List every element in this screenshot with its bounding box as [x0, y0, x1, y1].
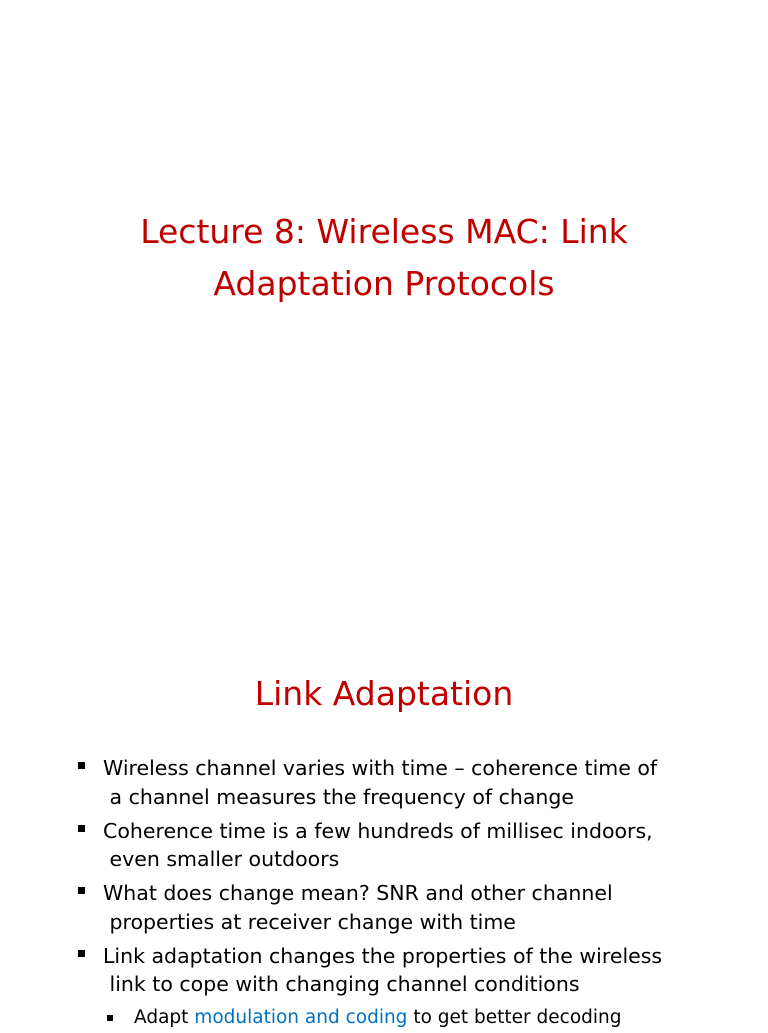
- sub-bullet-text-after: to get better decoding: [407, 1007, 622, 1028]
- bullet-line-2: even smaller outdoors: [103, 847, 340, 871]
- square-sub-bullet-icon: [107, 1015, 113, 1021]
- bullet-line-2: a channel measures the frequency of change: [103, 784, 575, 809]
- bullet-line-2: link to cope with changing channel conditions: [103, 972, 580, 996]
- bullet-line-1: Link adaptation changes the properties of the wireless: [103, 943, 663, 968]
- bullet-line-2: properties at receiver change with time: [103, 909, 516, 934]
- modulation-coding-link[interactable]: modulation and coding: [194, 1007, 408, 1028]
- slide-2: [0, 576, 768, 1028]
- square-bullet-icon: [78, 762, 85, 769]
- bullet-list: [76, 754, 716, 1033]
- slide-2-title: Link Adaptation: [254, 674, 514, 713]
- slide-1-title: [60, 206, 708, 310]
- square-bullet-icon: [78, 887, 85, 894]
- bullet-item: [76, 754, 716, 811]
- square-bullet-icon: [78, 825, 85, 832]
- bullet-item: [76, 942, 716, 999]
- slide-1-title-line-2: Adaptation Protocols: [213, 264, 555, 303]
- bullet-line-1: Wireless channel varies with time – coherence time of: [103, 756, 658, 780]
- bullet-line-1: Coherence time is a few hundreds of millisec indoors,: [103, 818, 653, 843]
- slide-1-title-line-1: Lecture 8: Wireless MAC: Link: [140, 212, 628, 251]
- bullet-item: [76, 817, 716, 874]
- square-bullet-icon: [78, 950, 85, 957]
- bullet-line-1: What does change mean? SNR and other channel: [103, 881, 613, 905]
- bullet-item: [76, 879, 716, 936]
- sub-bullet-text-before: Adapt: [134, 1007, 195, 1028]
- sub-bullet-item: [103, 1004, 716, 1033]
